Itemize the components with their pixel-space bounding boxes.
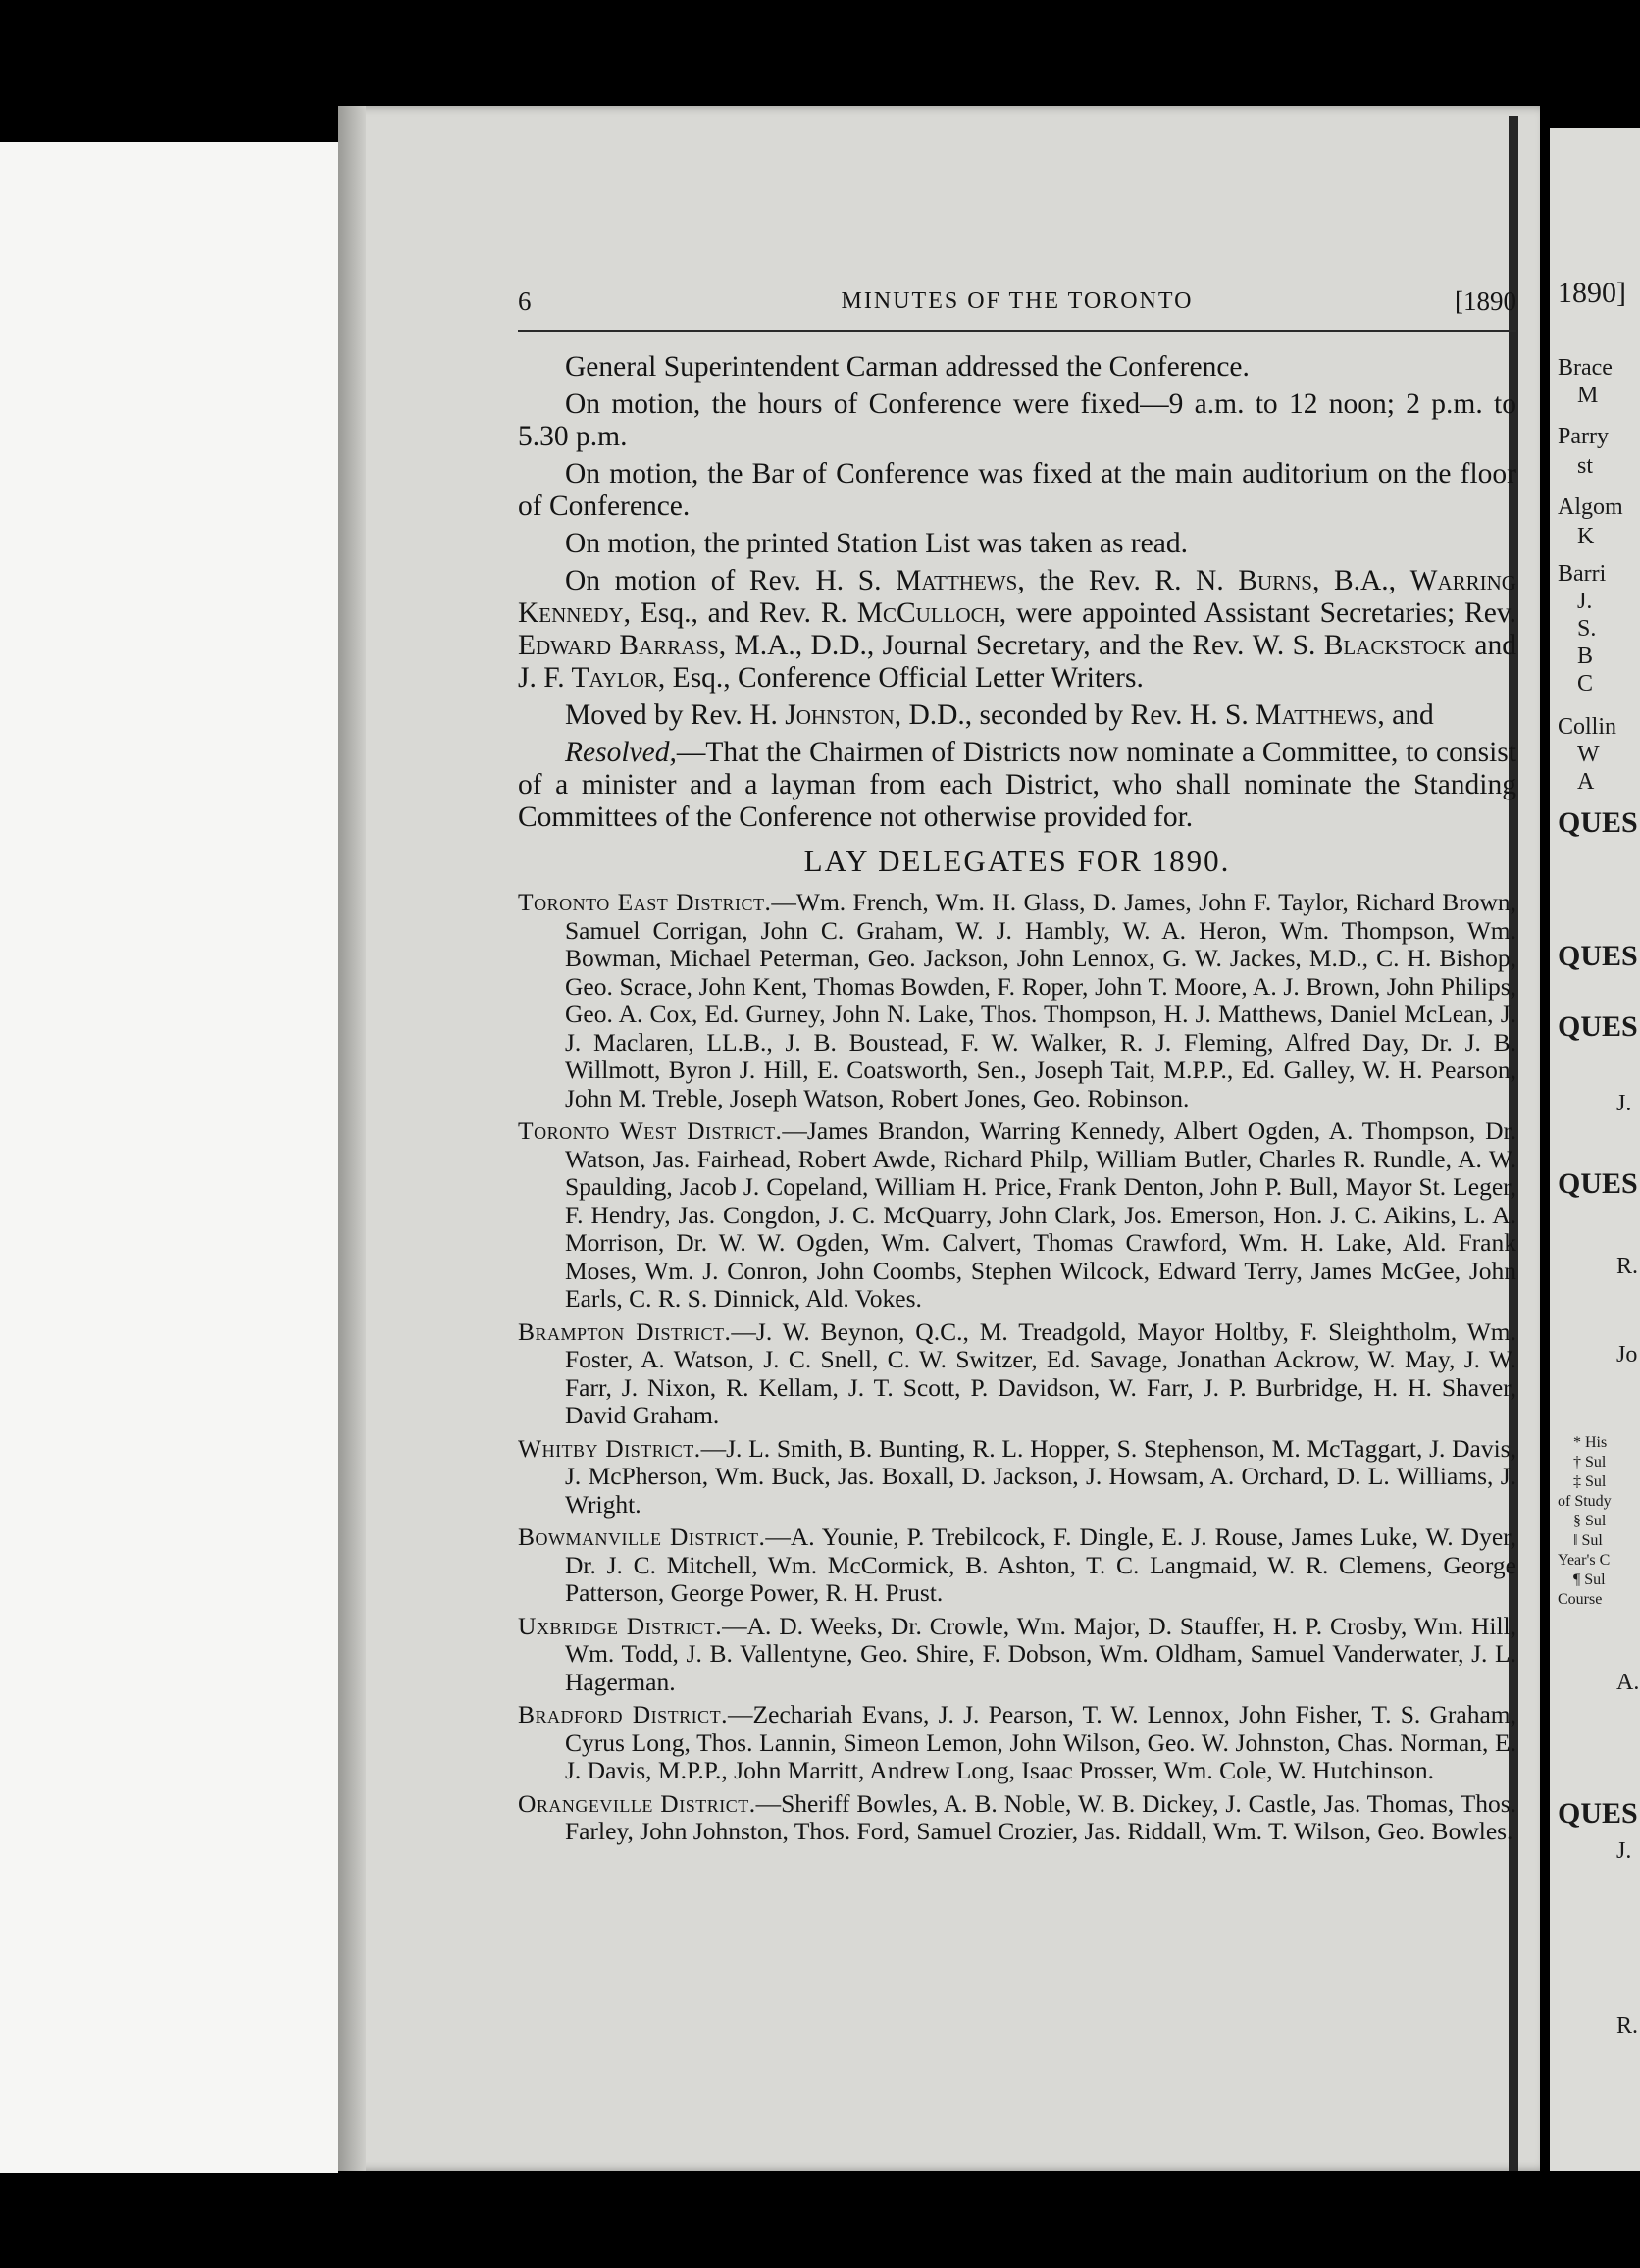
adjacent-fragment: B — [1577, 644, 1594, 669]
delegate-list: —Sheriff Bowles, A. B. Noble, W. B. Dickey, J. Castle, Jas. Thomas, Thos. Farley, John Johnston, Thos. Ford, Samuel Crozier, Jas. Riddall, Wm. T. Wilson, Geo. Bowles. — [565, 1788, 1516, 1845]
person-name: R. N. Burns — [1154, 565, 1312, 596]
adjacent-fragment: Algom — [1558, 494, 1623, 520]
text-run: , D.D., seconded by Rev. — [894, 699, 1190, 731]
adjacent-fragment: Collin — [1558, 714, 1617, 740]
person-name: Edward Barrass — [518, 630, 719, 661]
text-run: and — [1466, 630, 1517, 661]
adjacent-fragment: st — [1577, 453, 1594, 479]
adjacent-question-heading: QUES — [1558, 1010, 1638, 1043]
person-name: W. S. Blackstock — [1252, 630, 1467, 661]
district-name: Brampton District. — [518, 1316, 732, 1346]
paragraph-carman: General Superintendent Carman addressed the Conference. — [565, 351, 1250, 383]
paragraph-resolution — [518, 737, 1516, 834]
text-run: , were appointed Assistant Secretaries; Rev. — [999, 597, 1517, 629]
adjacent-fragment: Brace — [1558, 355, 1613, 381]
page-number: 6 — [518, 286, 532, 316]
paragraph-motion — [518, 699, 1516, 732]
delegate-list: —J. W. Beynon, Q.C., M. Treadgold, Mayor Holtby, F. Sleightholm, Wm. Foster, A. Watson, J. C. Snell, C. W. Switzer, Ed. Savage, Jonathan Ackrow, W. May, J. W. Farr, J. Nixon, R. Kellam, J. T. Scott, P. Davidson, W. Farr, J. P. Burbridge, H. H. Shaver, David Graham. — [565, 1316, 1516, 1429]
adjacent-fragment: A. — [1616, 1670, 1640, 1695]
adjacent-question-heading: QUES — [1558, 1167, 1638, 1200]
adjacent-fragment: W — [1577, 742, 1600, 767]
adjacent-fragment: K — [1577, 524, 1595, 549]
district-name: Bradford District. — [518, 1700, 729, 1728]
person-name: Warring Kennedy — [518, 565, 1516, 629]
adjacent-fragment: R. — [1616, 1254, 1639, 1279]
adjacent-fragment: S. — [1577, 616, 1597, 642]
adjacent-fragment: C — [1577, 671, 1594, 696]
district-entry — [518, 1117, 1516, 1314]
delegate-list: —Wm. French, Wm. H. Glass, D. James, John F. Taylor, Richard Brown, Samuel Corrigan, John C. Graham, W. J. Hambly, W. A. Heron, Wm. Thompson, Wm. Bowman, Michael Peterman, Geo. Jackson, John Lennox, G. W. Jackes, M.D., C. H. Bishop, Geo. Scrace, John Kent, Thomas Bowden, F. Roper, John T. Moore, A. J. Brown, John Philips, Geo. A. Cox, Ed. Gurney, John N. Lake, Thos. Thompson, H. J. Matthews, Daniel McLean, J. J. Maclaren, LL.B., J. B. Boustead, F. W. Walker, R. J. Fleming, Alfred Day, Dr. J. B. Willmott, Byron J. Hill, E. Coatsworth, Sen., Joseph Tait, M.P.P., Ed. Galley, W. H. Pearson, John M. Treble, Joseph Watson, Robert Jones, Geo. Robinson. — [565, 888, 1516, 1112]
district-entry — [518, 889, 1516, 1112]
adjacent-fragment: J. — [1616, 1091, 1632, 1116]
delegate-list: —Zechariah Evans, J. J. Pearson, T. W. Lennox, John Fisher, T. S. Graham, Cyrus Long, Thos. Lannin, Simeon Lemon, John Wilson, Geo. W. Johnston, Chas. Norman, E. J. Davis, M.P.P., John Marritt, Andrew Long, Isaac Prosser, Wm. Cole, W. Hutchinson. — [565, 1700, 1516, 1784]
running-head — [518, 277, 1516, 332]
district-name: Toronto East District. — [518, 888, 772, 916]
resolved-label: Resolved, — [565, 737, 677, 768]
district-entry — [518, 1523, 1516, 1608]
adjacent-fragment: A — [1577, 769, 1595, 795]
person-name: H. S. Matthews — [815, 565, 1018, 596]
delegate-list: —James Brandon, Warring Kennedy, Albert Ogden, A. Thompson, Dr. Watson, Jas. Fairhead, Robert Awde, Richard Philp, William Butler, Charles R. Rundle, A. W. Spaulding, Jacob J. Copeland, William H. Price, Frank Denton, John P. Bull, Mayor St. Leger, F. Hendry, Jas. Congdon, J. C. McQuarry, John Clark, Jos. Emerson, Hon. J. C. Aikins, L. A. Morrison, Dr. W. W. Ogden, Wm. Calvert, Thomas Crawford, Wm. H. Lake, Ald. Frank Moses, Wm. J. Conron, John Coombs, Stephen Wilcock, Edward Terry, James McGee, John Earls, C. R. S. Dinnick, Ald. Vokes. — [565, 1116, 1516, 1313]
adjacent-footnote: Course — [1558, 1591, 1603, 1608]
text-run: , and — [1377, 699, 1434, 731]
page-content — [518, 277, 1516, 1851]
header-year: [1890 — [1455, 286, 1516, 316]
adjacent-footnote: § Sul — [1573, 1513, 1607, 1529]
adjacent-fragment: J. — [1577, 589, 1593, 614]
adjacent-footnote: ‡ Sul — [1573, 1473, 1607, 1490]
adjacent-fragment: Parry — [1558, 424, 1609, 449]
district-entry — [518, 1435, 1516, 1520]
adjacent-footnote: * His — [1573, 1434, 1608, 1451]
paragraph-hours: On motion, the hours of Conference were fixed—9 a.m. to 12 noon; 2 p.m. to 5.30 p.m. — [518, 388, 1516, 452]
text-run: , Esq., Conference Official Letter Writers. — [657, 662, 1144, 694]
adjacent-question-heading: QUES — [1558, 1797, 1638, 1830]
text-run: Moved by Rev. — [565, 699, 750, 731]
adjacent-fragment: R. — [1616, 2013, 1639, 2038]
person-name: H. Johnston — [749, 699, 895, 731]
person-name: J. F. Taylor — [518, 662, 658, 694]
paragraph-station-list: On motion, the printed Station List was taken as read. — [565, 528, 1188, 559]
delegate-list: —A. Younie, P. Trebilcock, F. Dingle, E. J. Rouse, James Luke, W. Dyer, Dr. J. C. Mitchell, Wm. McCormick, B. Ashton, T. C. Langmaid, W. R. Clemens, George Patterson, George Power, R. H. Prust. — [565, 1522, 1516, 1607]
adjacent-fragment: J. — [1616, 1838, 1632, 1864]
district-entry — [518, 1318, 1516, 1430]
running-title: MINUTES OF THE TORONTO — [841, 288, 1194, 314]
adjacent-question-heading: QUES — [1558, 806, 1638, 839]
delegate-list: —J. L. Smith, B. Bunting, R. L. Hopper, S. Stephenson, M. McTaggart, J. Davis, J. McPherson, Wm. Buck, Jas. Boxall, D. Jackson, J. Howsam, A. Orchard, D. L. Williams, J. Wright. — [565, 1433, 1516, 1519]
adjacent-fragment: M — [1577, 383, 1599, 408]
district-name: Uxbridge District. — [518, 1611, 723, 1640]
district-name: Orangeville District. — [518, 1788, 756, 1818]
paragraph-bar: On motion, the Bar of Conference was fixed at the main auditorium on the floor of Conference. — [518, 458, 1516, 522]
district-name: Toronto West District. — [518, 1116, 783, 1145]
adjacent-question-heading: QUES — [1558, 940, 1638, 972]
page-binding-shadow — [338, 106, 366, 2171]
district-entry — [518, 1701, 1516, 1785]
person-name: H. S. Matthews — [1189, 699, 1378, 731]
text-run: On motion of Rev. — [565, 565, 816, 596]
district-name: Whitby District. — [518, 1433, 701, 1463]
district-entry — [518, 1613, 1516, 1697]
district-name: Bowmanville District. — [518, 1522, 766, 1551]
text-run: , Esq., and Rev. — [623, 597, 821, 629]
adjacent-year: 1890] — [1558, 277, 1626, 309]
adjacent-fragment: Barri — [1558, 561, 1607, 587]
adjacent-footnote: ‖ Sul — [1573, 1532, 1603, 1549]
district-entry — [518, 1790, 1516, 1846]
adjacent-footnote: † Sul — [1573, 1454, 1607, 1470]
adjacent-footnote: of Study — [1558, 1493, 1612, 1510]
adjacent-footnote: Year's C — [1558, 1552, 1611, 1569]
delegate-list: —A. D. Weeks, Dr. Crowle, Wm. Major, D. Stauffer, H. P. Crosby, Wm. Hill, Wm. Todd, J. B. Vallentyne, Geo. Shire, F. Dobson, Wm. Oldham, Samuel Vanderwater, J. L. Hagerman. — [565, 1611, 1516, 1696]
text-run: , M.A., D.D., Journal Secretary, and the Rev. — [718, 630, 1253, 661]
adjacent-footnote: ¶ Sul — [1573, 1572, 1606, 1588]
paragraph-appointments — [518, 565, 1516, 695]
text-run: —That the Chairmen of Districts now nominate a Committee, to consist of a minister and a layman from each District, who shall nominate the Standing Committees of the Conference not otherwise provided for. — [518, 737, 1516, 833]
person-name: R. McCulloch — [820, 597, 999, 629]
text-run: , B.A., — [1312, 565, 1410, 596]
scan-left-margin — [0, 142, 338, 2173]
adjacent-fragment: Jo — [1616, 1342, 1638, 1367]
text-run: , the Rev. — [1017, 565, 1155, 596]
lay-delegates-title: LAY DELEGATES FOR 1890. — [803, 844, 1231, 878]
